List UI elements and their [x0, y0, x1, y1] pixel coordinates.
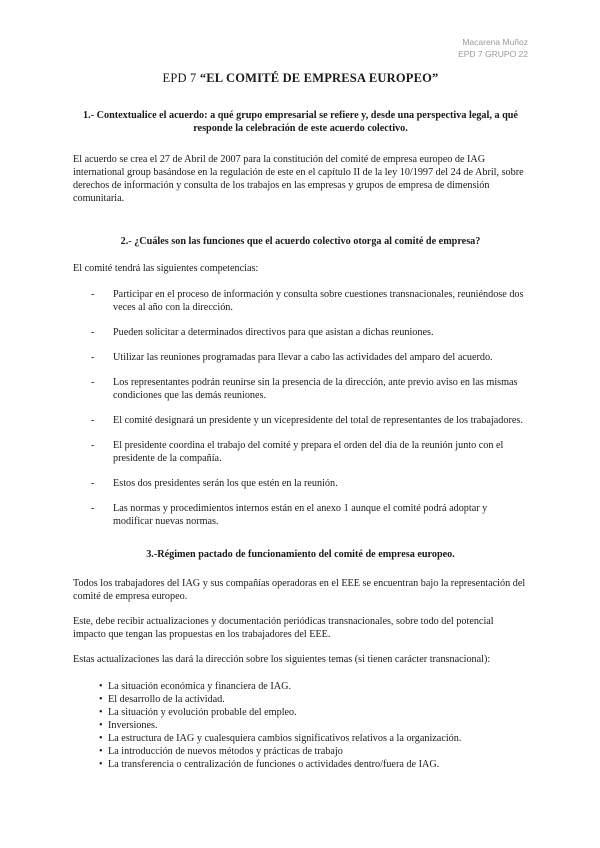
question-2-heading: 2.- ¿Cuáles son las funciones que el acuerdo colectivo otorga al comité de empresa?	[120, 236, 481, 247]
list-item-text: El presidente coordina el trabajo del comité y prepara el orden del día de la reunión junto con el presidente de la compañía.	[113, 440, 504, 464]
dash-marker: -	[91, 440, 95, 451]
list-item-text: El desarrollo de la actividad.	[108, 694, 225, 705]
list-item	[73, 414, 528, 427]
list-item	[99, 732, 528, 745]
dash-marker: -	[91, 377, 95, 388]
list-item	[99, 719, 528, 732]
question-1-heading: 1.- Contextualice el acuerdo: a qué grupo empresarial se refiere y, desde una perspectiva legal, a qué responde la celebración de este acuerdo colectivo.	[83, 110, 518, 134]
list-item	[99, 758, 528, 771]
list-item-text: Estos dos presidentes serán los que estén en la reunión.	[113, 478, 338, 489]
bullet-marker: •	[99, 720, 103, 731]
bullet-marker: •	[99, 759, 103, 770]
list-item	[73, 376, 528, 402]
dash-marker: -	[91, 415, 95, 426]
list-item-text: La introducción de nuevos métodos y prácticas de trabajo	[108, 746, 343, 757]
list-item-text: La situación económica y financiera de IAG.	[108, 681, 292, 692]
bullet-marker: •	[99, 746, 103, 757]
list-item-text: Utilizar las reuniones programadas para llevar a cabo las actividades del amparo del acuerdo.	[113, 352, 493, 363]
page-header	[458, 36, 528, 60]
answer-1-paragraph: El acuerdo se crea el 27 de Abril de 2007 para la constitución del comité de empresa europeo de IAG international group basándose en la regulación de este en el capítulo II de la ley 10/1997 del 24 de Abril, sobre derechos de información y consulta de los trabajos en las empresas y grupos de empresa de dimensión comunitaria.	[73, 154, 524, 204]
dash-marker: -	[91, 503, 95, 514]
document-body	[73, 72, 528, 771]
dash-marker: -	[91, 478, 95, 489]
author-name: Macarena Muñoz	[462, 37, 528, 47]
list-item	[99, 680, 528, 693]
functions-list	[73, 288, 528, 528]
list-item-text: El comité designará un presidente y un vicepresidente del total de representantes de los trabajadores.	[113, 415, 523, 426]
title-main: “EL COMITÉ DE EMPRESA EUROPEO”	[199, 71, 439, 85]
list-item	[73, 288, 528, 314]
list-item	[99, 693, 528, 706]
list-item-text: Los representantes podrán reunirse sin la presencia de la dirección, ante previo aviso en las mismas condiciones que las demás reuniones.	[113, 377, 518, 401]
bullet-marker: •	[99, 707, 103, 718]
list-item-text: La situación y evolución probable del empleo.	[108, 707, 297, 718]
list-item	[99, 745, 528, 758]
dash-marker: -	[91, 352, 95, 363]
bullet-marker: •	[99, 694, 103, 705]
title-prefix: EPD 7	[162, 71, 200, 85]
group-label: EPD 7 GRUPO 22	[458, 49, 528, 59]
list-item	[73, 477, 528, 490]
list-item-text: Inversiones.	[108, 720, 158, 731]
answer-3-paragraph-1: Todos los trabajadores del IAG y sus compañías operadoras en el EEE se encuentran bajo la representación del comité de empresa europeo.	[73, 578, 526, 602]
list-item-text: La estructura de IAG y cualesquiera cambios significativos relativos a la organización.	[108, 733, 462, 744]
document-title	[73, 72, 528, 85]
list-item-text: Participar en el proceso de información y consulta sobre cuestiones transnacionales, reuniéndose dos veces al año con la dirección.	[113, 289, 524, 313]
list-item-text: Pueden solicitar a determinados directivos para que asistan a dichas reuniones.	[113, 327, 434, 338]
question-3-heading: 3.-Régimen pactado de funcionamiento del comité de empresa europeo.	[146, 549, 455, 560]
answer-3-paragraph-2: Este, debe recibir actualizaciones y documentación periódicas transnacionales, sobre todo del potencial impacto que tengan las propuestas en los trabajadores del EEE.	[73, 616, 494, 640]
list-item	[99, 706, 528, 719]
dash-marker: -	[91, 289, 95, 300]
dash-marker: -	[91, 327, 95, 338]
list-item-text: La transferencia o centralización de funciones o actividades dentro/fuera de IAG.	[108, 759, 440, 770]
list-item-text: Las normas y procedimientos internos están en el anexo 1 aunque el comité podrá adoptar y modificar nuevas normas.	[113, 503, 488, 527]
bullet-marker: •	[99, 733, 103, 744]
list-item	[73, 439, 528, 465]
topics-list	[73, 680, 528, 771]
list-item	[73, 351, 528, 364]
answer-2-intro: El comité tendrá las siguientes competencias:	[73, 263, 259, 274]
list-item	[73, 502, 528, 528]
answer-3-paragraph-3: Estas actualizaciones las dará la dirección sobre los siguientes temas (si tienen carácter transnacional):	[73, 654, 491, 665]
bullet-marker: •	[99, 681, 103, 692]
list-item	[73, 326, 528, 339]
